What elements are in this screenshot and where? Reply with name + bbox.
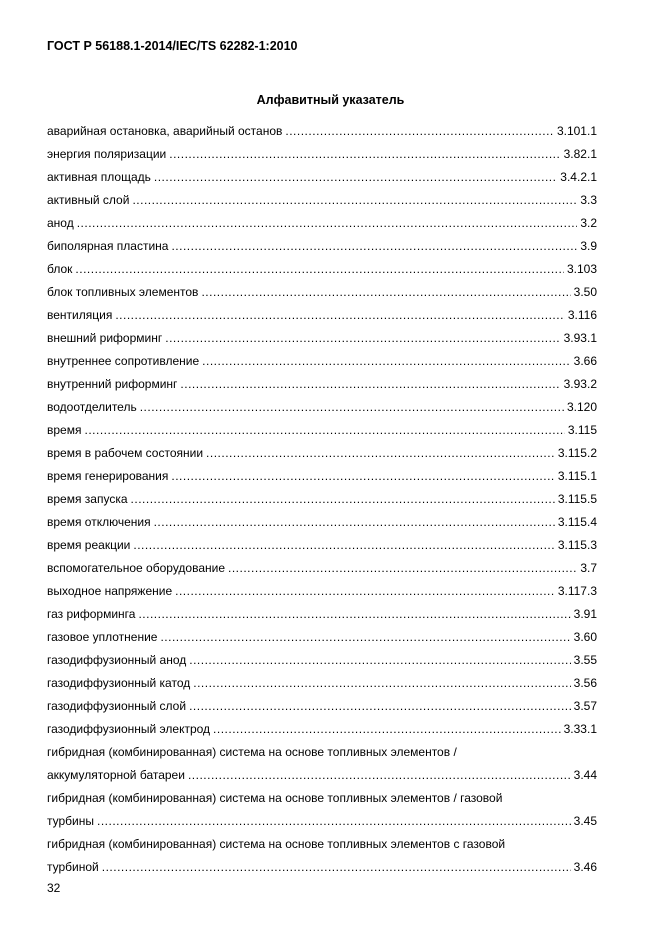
- dot-leader: [165, 331, 560, 345]
- dot-leader: [171, 239, 577, 253]
- index-entry: [47, 630, 597, 653]
- dot-leader: [202, 354, 570, 368]
- dot-leader: [115, 308, 565, 322]
- index-ref: 3.46: [573, 860, 597, 874]
- dot-leader: [132, 193, 577, 207]
- index-entry: [47, 538, 597, 561]
- index-term: анод: [47, 216, 74, 230]
- index-ref: 3.116: [567, 308, 597, 322]
- index-entry: [47, 676, 597, 699]
- index-term: газодиффузионный анод: [47, 653, 187, 667]
- index-ref: 3.115.3: [557, 538, 597, 552]
- dot-leader: [193, 676, 570, 690]
- index-term: аварийная остановка, аварийный останов: [47, 124, 283, 138]
- index-entry: [47, 814, 597, 837]
- dot-leader: [201, 285, 570, 299]
- index-entry: [47, 262, 597, 285]
- index-term: время в рабочем состоянии: [47, 446, 204, 460]
- index-entry: [47, 331, 597, 354]
- index-entry: [47, 768, 597, 791]
- index-term: биполярная пластина: [47, 239, 169, 253]
- index-ref: 3.115.5: [557, 492, 597, 506]
- index-term: водоотделитель: [47, 400, 137, 414]
- dot-leader: [228, 561, 577, 575]
- index-ref: 3.44: [573, 768, 597, 782]
- index-entry: [47, 239, 597, 262]
- index-ref: 3.3: [580, 193, 597, 207]
- index-entry: [47, 722, 597, 745]
- index-ref: 3.33.1: [563, 722, 597, 736]
- index-term: активный слой: [47, 193, 130, 207]
- index-ref: 3.4.2.1: [560, 170, 597, 184]
- index-entry: [47, 354, 597, 377]
- dot-leader: [169, 147, 560, 161]
- index-ref: 3.117.3: [557, 584, 597, 598]
- index-entry: [47, 285, 597, 308]
- index-ref: 3.55: [573, 653, 597, 667]
- index-entry: [47, 124, 597, 147]
- index-ref: 3.93.1: [563, 331, 597, 345]
- index-entry: [47, 193, 597, 216]
- index-entry: [47, 584, 597, 607]
- index-entry: [47, 469, 597, 492]
- dot-leader: [171, 469, 554, 483]
- index-term: время: [47, 423, 82, 437]
- dot-leader: [75, 262, 564, 276]
- index-term: газовое уплотнение: [47, 630, 158, 644]
- index-entry-continued: [47, 791, 597, 814]
- dot-leader: [97, 814, 571, 828]
- index-term: гибридная (комбинированная) система на основе топливных элементов с газовой: [47, 837, 506, 851]
- index-term: вентиляция: [47, 308, 113, 322]
- index-term: вспомогательное оборудование: [47, 561, 226, 575]
- index-entry: [47, 377, 597, 400]
- index-title: Алфавитный указатель: [256, 93, 405, 107]
- dot-leader: [138, 607, 570, 621]
- dot-leader: [188, 768, 571, 782]
- dot-leader: [131, 492, 555, 506]
- index-ref: 3.115: [567, 423, 597, 437]
- index-term: газ риформинга: [47, 607, 136, 621]
- index-term: газодиффузионный слой: [47, 699, 187, 713]
- index-entry-continued: [47, 745, 597, 768]
- document-header: ГОСТ Р 56188.1-2014/IEC/TS 62282-1:2010: [47, 39, 298, 53]
- dot-leader: [285, 124, 554, 138]
- index-ref: 3.115.1: [557, 469, 597, 483]
- index-term: выходное напряжение: [47, 584, 173, 598]
- index-entry: [47, 492, 597, 515]
- index-ref: 3.57: [573, 699, 597, 713]
- index-term: время отключения: [47, 515, 151, 529]
- index-entry: [47, 653, 597, 676]
- index-entry: [47, 400, 597, 423]
- index-ref: 3.101.1: [556, 124, 597, 138]
- index-entry: [47, 561, 597, 584]
- index-entry: [47, 699, 597, 722]
- index-entry: [47, 147, 597, 170]
- page-number: 32: [47, 881, 61, 895]
- index-ref: 3.2: [580, 216, 597, 230]
- index-entry: [47, 423, 597, 446]
- index-term: аккумуляторной батареи: [47, 768, 185, 782]
- index-ref: 3.9: [580, 239, 597, 253]
- index-entry-continued: [47, 837, 597, 860]
- index-term: блок: [47, 262, 73, 276]
- index-term: гибридная (комбинированная) система на основе топливных элементов /: [47, 745, 457, 759]
- dot-leader: [175, 584, 555, 598]
- dot-leader: [154, 515, 555, 529]
- index-term: активная площадь: [47, 170, 151, 184]
- dot-leader: [206, 446, 555, 460]
- index-term: энергия поляризации: [47, 147, 167, 161]
- index-term: время генерирования: [47, 469, 169, 483]
- index-term: внутреннее сопротивление: [47, 354, 200, 368]
- dot-leader: [154, 170, 557, 184]
- index-entry: [47, 216, 597, 239]
- index-ref: 3.50: [573, 285, 597, 299]
- dot-leader: [189, 699, 571, 713]
- index-term: газодиффузионный электрод: [47, 722, 211, 736]
- dot-leader: [140, 400, 564, 414]
- index-ref: 3.115.4: [557, 515, 597, 529]
- index-term: внутренний риформинг: [47, 377, 178, 391]
- index-ref: 3.115.2: [557, 446, 597, 460]
- dot-leader: [160, 630, 570, 644]
- index-term: время реакции: [47, 538, 131, 552]
- index-entry: [47, 515, 597, 538]
- dot-leader: [84, 423, 564, 437]
- index-ref: 3.7: [580, 561, 597, 575]
- index-term: гибридная (комбинированная) система на основе топливных элементов / газовой: [47, 791, 503, 805]
- index-entry: [47, 860, 597, 883]
- index-term: газодиффузионный катод: [47, 676, 191, 690]
- alphabetical-index: [47, 124, 597, 883]
- index-term: блок топливных элементов: [47, 285, 199, 299]
- dot-leader: [189, 653, 570, 667]
- index-entry: [47, 170, 597, 193]
- index-ref: 3.56: [573, 676, 597, 690]
- dot-leader: [180, 377, 560, 391]
- index-ref: 3.66: [573, 354, 597, 368]
- index-ref: 3.93.2: [563, 377, 597, 391]
- index-ref: 3.82.1: [563, 147, 597, 161]
- index-term: турбиной: [47, 860, 99, 874]
- dot-leader: [213, 722, 561, 736]
- index-ref: 3.103: [566, 262, 597, 276]
- dot-leader: [77, 216, 578, 230]
- dot-leader: [133, 538, 554, 552]
- index-entry: [47, 446, 597, 469]
- index-entry: [47, 308, 597, 331]
- dot-leader: [102, 860, 571, 874]
- index-term: внешний риформинг: [47, 331, 163, 345]
- index-ref: 3.45: [573, 814, 597, 828]
- index-entry: [47, 607, 597, 630]
- index-ref: 3.60: [573, 630, 597, 644]
- index-term: турбины: [47, 814, 94, 828]
- index-term: время запуска: [47, 492, 128, 506]
- index-ref: 3.91: [573, 607, 597, 621]
- index-ref: 3.120: [566, 400, 597, 414]
